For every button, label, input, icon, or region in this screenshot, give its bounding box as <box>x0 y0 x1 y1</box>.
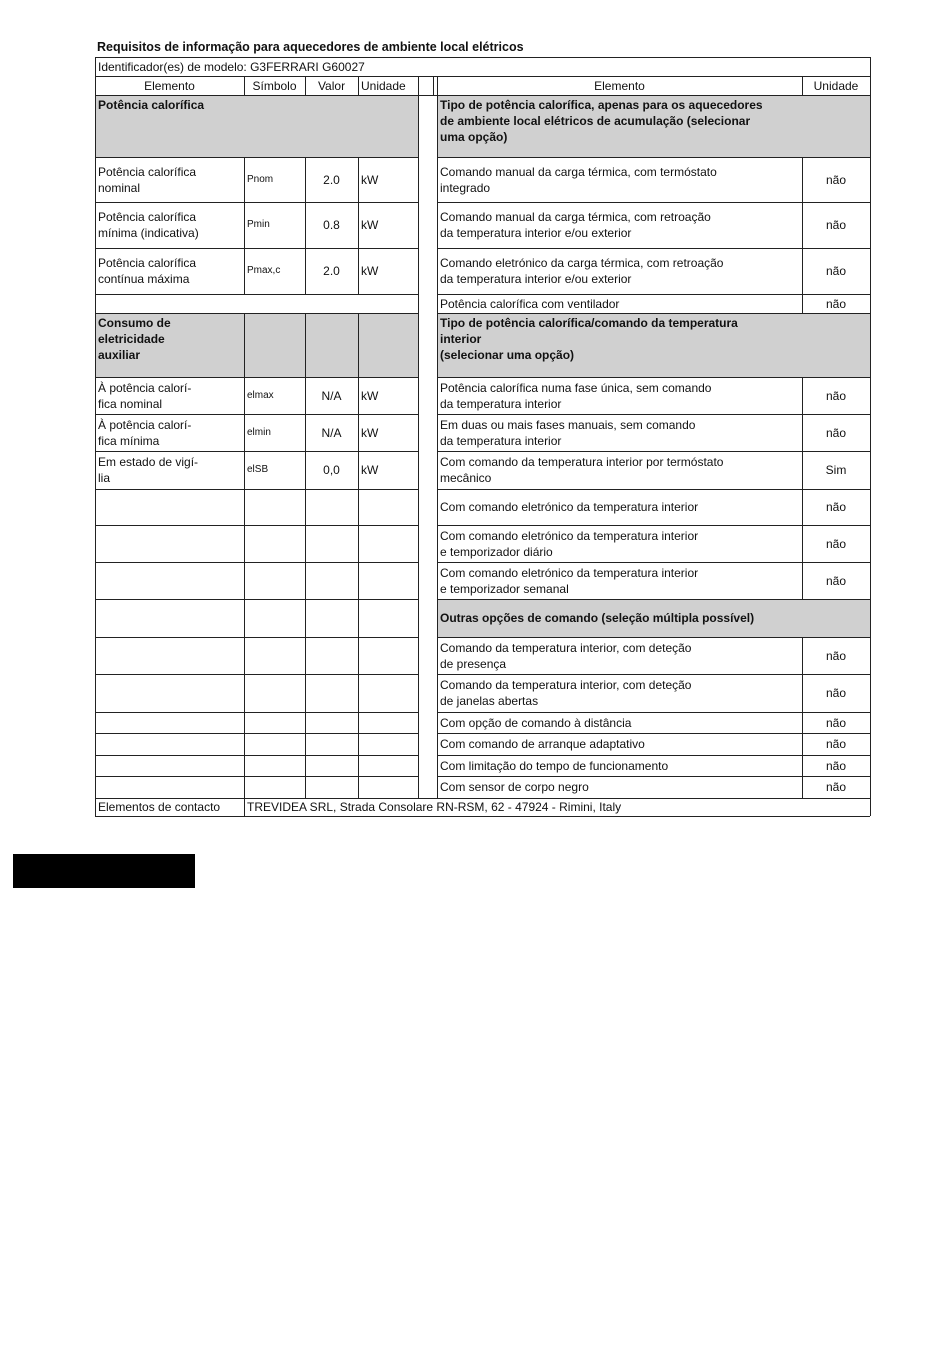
aux-row-symbol: elSB <box>247 464 269 475</box>
grid-line <box>802 637 803 798</box>
grid-line <box>305 313 306 798</box>
storage-row-label: Comando manual da carga térmica, com retroação da temperatura interior e/ou exterior <box>440 210 711 240</box>
control-type-row-label: Com comando eletrónico da temperatura interior e temporizador diário <box>440 528 699 559</box>
grid-line <box>95 377 418 378</box>
control-type-row-label: Com comando eletrónico da temperatura interior <box>440 500 699 514</box>
grid-line <box>95 562 418 563</box>
redaction-block <box>13 854 195 888</box>
storage-row-label: Comando manual da carga térmica, com termóstato integrado <box>440 164 717 195</box>
grid-line <box>95 451 418 452</box>
grid-line <box>95 157 418 158</box>
control-type-row-value: não <box>825 388 847 403</box>
heat-row-symbol: Pnom <box>247 173 274 185</box>
header-unit-right: Unidade <box>813 78 859 93</box>
heat-row-symbol: Pmin <box>247 219 270 230</box>
section-storage-heat-type: Tipo de potência calorífica, apenas para os aquecedores de ambiente local elétricos de acumulação (selecionar uma opção) <box>437 95 870 157</box>
grid-line <box>95 712 418 713</box>
grid-line <box>95 599 418 600</box>
heat-row-unit: kW <box>361 264 379 278</box>
storage-row-value: não <box>825 296 847 311</box>
grid-line <box>437 489 870 490</box>
aux-row-unit: kW <box>361 425 379 440</box>
grid-line <box>95 674 418 675</box>
control-type-row-value: não <box>825 536 847 551</box>
heat-row-unit: kW <box>361 172 379 187</box>
section-other-control: Outras opções de comando (seleção múltipla possível) <box>437 599 870 637</box>
aux-row-label: Em estado de vigí- lia <box>98 455 199 485</box>
heat-row-unit: kW <box>361 218 379 232</box>
aux-row-value: N/A <box>321 388 342 403</box>
grid-line <box>305 157 306 294</box>
grid-line <box>244 76 245 95</box>
grid-line <box>437 637 870 638</box>
aux-row-label: À potência calorí- fica mínima <box>98 417 192 448</box>
other-control-row-value: não <box>825 648 847 663</box>
grid-line <box>95 313 418 314</box>
grid-line <box>95 202 418 203</box>
grid-line <box>95 776 418 777</box>
aux-row-value: N/A <box>321 425 342 440</box>
storage-row-value: não <box>825 172 847 187</box>
grid-line <box>437 562 870 563</box>
header-symbol: Símbolo <box>252 78 297 93</box>
heat-row-label: Potência calorífica mínima (indicativa) <box>98 210 199 240</box>
grid-line <box>95 816 870 817</box>
control-type-row-label: Com comando da temperatura interior por termóstato mecânico <box>440 455 724 485</box>
grid-line <box>437 674 870 675</box>
control-type-row-label: Com comando eletrónico da temperatura interior e temporizador semanal <box>440 565 699 596</box>
aux-row-label: À potência calorí- fica nominal <box>98 380 192 411</box>
grid-line <box>95 798 870 799</box>
grid-line <box>244 157 245 294</box>
grid-line <box>305 76 306 95</box>
grid-line <box>418 95 419 798</box>
aux-row-symbol: elmin <box>247 426 271 438</box>
grid-line <box>358 76 359 95</box>
grid-line <box>802 377 803 599</box>
grid-line <box>95 57 870 58</box>
other-control-row-label: Com sensor de corpo negro <box>440 780 589 794</box>
grid-line <box>95 76 870 77</box>
grid-line <box>95 489 418 490</box>
grid-line <box>437 525 870 526</box>
control-type-row-value: não <box>825 425 847 440</box>
control-type-row-label: Potência calorífica numa fase única, sem comando da temperatura interior <box>440 380 712 411</box>
grid-line <box>437 377 870 378</box>
grid-line <box>95 525 418 526</box>
other-control-row-value: não <box>825 758 847 773</box>
grid-line <box>244 313 245 798</box>
grid-line <box>95 248 418 249</box>
header-element: Elemento <box>144 78 195 93</box>
section-aux-fill <box>244 313 418 377</box>
grid-line <box>358 313 359 798</box>
grid-line <box>433 76 434 95</box>
aux-row-symbol: elmax <box>247 389 274 401</box>
section-heat-type-control: Tipo de potência calorífica/comando da temperatura interior (selecionar uma opção) <box>437 313 870 377</box>
control-type-row-value: não <box>825 573 847 588</box>
header-unit: Unidade <box>361 78 406 93</box>
section-aux-electricity: Consumo de eletricidade auxiliar <box>95 313 244 377</box>
model-identifier: Identificador(es) de modelo: G3FERRARI G60027 <box>98 59 365 74</box>
storage-row-label: Potência calorífica com ventilador <box>440 296 620 311</box>
other-control-row-label: Comando da temperatura interior, com deteção de presença <box>440 640 692 671</box>
grid-line <box>437 157 870 158</box>
info-requirements-table <box>95 57 870 816</box>
aux-row-unit: kW <box>361 463 379 477</box>
heat-row-symbol: Pmax,c <box>247 265 281 276</box>
grid-line <box>870 57 871 816</box>
control-type-row-label: Em duas ou mais fases manuais, sem comando da temperatura interior <box>440 417 696 448</box>
grid-line <box>95 414 418 415</box>
grid-line <box>437 313 870 314</box>
header-element-right: Elemento <box>594 78 645 93</box>
other-control-row-label: Com opção de comando à distância <box>440 715 632 730</box>
grid-line <box>95 294 418 295</box>
grid-line <box>437 414 870 415</box>
grid-line <box>437 202 870 203</box>
control-type-row-value: Sim <box>825 463 847 477</box>
other-control-row-label: Com limitação do tempo de funcionamento <box>440 758 669 773</box>
grid-line <box>95 755 418 756</box>
other-control-row-label: Comando da temperatura interior, com deteção de janelas abertas <box>440 678 692 708</box>
grid-line <box>437 776 870 777</box>
other-control-row-value: não <box>825 737 847 751</box>
heat-row-value: 2.0 <box>323 264 340 278</box>
other-control-row-value: não <box>825 686 847 700</box>
heat-row-label: Potência calorífica nominal <box>98 164 197 195</box>
storage-row-value: não <box>825 218 847 232</box>
grid-line <box>95 637 418 638</box>
grid-line <box>418 76 419 95</box>
grid-line <box>358 157 359 294</box>
heat-row-value: 2.0 <box>323 172 340 187</box>
grid-line <box>95 95 870 96</box>
storage-row-label: Comando eletrónico da carga térmica, com retroação da temperatura interior e/ou exterior <box>440 256 724 286</box>
grid-line <box>95 733 418 734</box>
grid-line <box>244 798 245 816</box>
storage-row-value: não <box>825 264 847 278</box>
section-heat-output: Potência calorífica <box>95 95 418 157</box>
grid-line <box>437 294 870 295</box>
contact-label: Elementos de contacto <box>98 800 221 814</box>
grid-line <box>437 712 870 713</box>
contact-value: TREVIDEA SRL, Strada Consolare RN-RSM, 62 - 47924 - Rimini, Italy <box>247 800 622 814</box>
grid-line <box>437 248 870 249</box>
heat-row-value: 0.8 <box>323 218 340 232</box>
grid-line <box>802 157 803 313</box>
control-type-row-value: não <box>825 500 847 514</box>
grid-line <box>437 733 870 734</box>
grid-line <box>437 451 870 452</box>
other-control-row-value: não <box>825 780 847 794</box>
grid-line <box>95 57 96 816</box>
grid-line <box>437 599 870 600</box>
other-control-row-value: não <box>825 715 847 730</box>
document-title: Requisitos de informação para aquecedores de ambiente local elétricos <box>97 40 524 54</box>
heat-row-label: Potência calorífica contínua máxima <box>98 256 197 286</box>
aux-row-unit: kW <box>361 388 379 403</box>
header-value: Valor <box>317 78 346 93</box>
grid-line <box>802 76 803 95</box>
other-control-row-label: Com comando de arranque adaptativo <box>440 737 645 751</box>
grid-line <box>437 76 438 798</box>
aux-row-value: 0,0 <box>323 463 340 477</box>
grid-line <box>437 755 870 756</box>
